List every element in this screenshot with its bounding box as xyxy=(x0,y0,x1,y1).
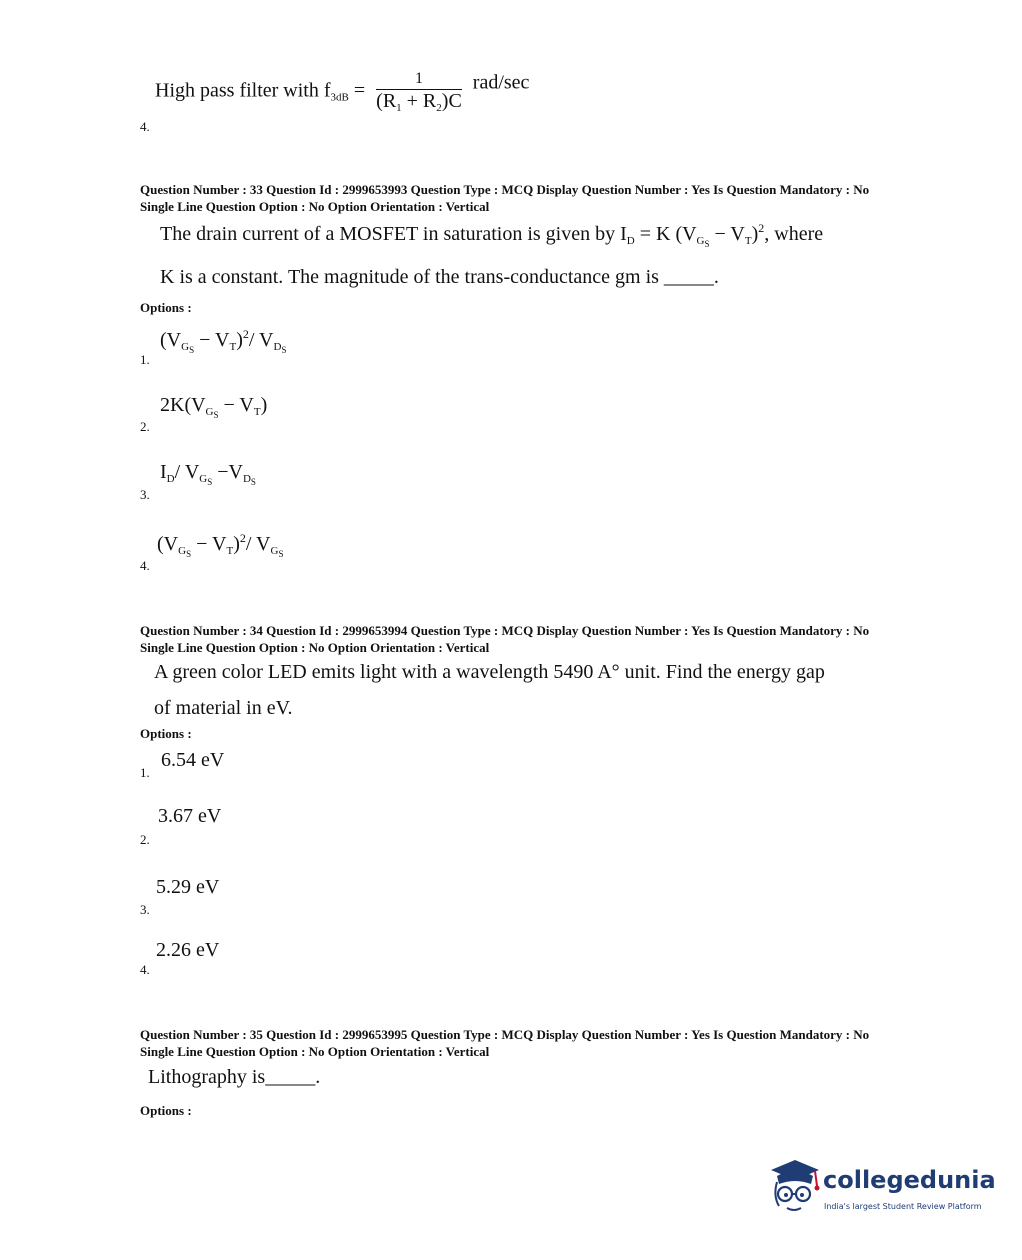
fraction-denominator: $(R_1 + R_2)C$ xyxy=(376,90,462,114)
fraction-numerator: 1 xyxy=(376,70,462,90)
question-33-option-4-number: 4. xyxy=(140,558,150,573)
question-33-option-3-text: $I_D/$ $V_{G_S} -V_{D_S}$ xyxy=(160,461,256,487)
question-34-option-4-text: 2.26 eV xyxy=(156,939,220,961)
question-34-option-1-number: 1. xyxy=(140,765,150,780)
question-33-line-2: K is a constant. The magnitude of the trans-conductance gm is _____. xyxy=(160,266,719,288)
question-34-line-1: A green color LED emits light with a wavelength 5490 A° unit. Find the energy gap xyxy=(154,661,825,683)
prev-option-4-unit: rad/sec xyxy=(472,71,530,94)
prev-option-4-sub: 3dB xyxy=(330,91,349,104)
question-34-option-4-number: 4. xyxy=(140,962,150,977)
brand-tagline: India's largest Student Review Platform xyxy=(824,1202,982,1211)
prev-option-4-number: 4. xyxy=(140,119,150,134)
question-34-options-label: Options : xyxy=(140,726,192,741)
question-34-option-2-number: 2. xyxy=(140,832,150,847)
question-35-meta: Question Number : 35 Question Id : 2999653995 Question Type : MCQ Display Question Number : Yes Is Question Mandatory : No Single Line Question Option : No Option Orientation : Vertical xyxy=(140,1027,870,1059)
question-34-option-3-number: 3. xyxy=(140,902,150,917)
question-35-line-1: Lithography is_____. xyxy=(148,1066,321,1088)
question-33-option-1-number: 1. xyxy=(140,352,150,367)
question-34-option-1-text: 6.54 eV xyxy=(161,749,225,771)
prev-option-4-equals: = xyxy=(348,79,366,102)
fraction xyxy=(376,70,462,114)
question-33-option-1-text: $(V_{G_S} - V_T)^2/$ $V_{D_S}$ xyxy=(160,327,287,355)
question-33-option-4-text: $(V_{G_S} - V_T)^2/$ $V_{G_S}$ xyxy=(157,531,284,559)
question-35-options-label: Options : xyxy=(140,1103,192,1118)
question-33-options-label: Options : xyxy=(140,300,192,315)
question-33-option-2-number: 2. xyxy=(140,419,150,434)
question-33-option-3-number: 3. xyxy=(140,487,150,502)
brand-logo xyxy=(765,1152,995,1222)
prev-option-4-prefix: High pass filter with f xyxy=(155,79,331,102)
question-34-option-3-text: 5.29 eV xyxy=(156,876,220,898)
question-33-meta: Question Number : 33 Question Id : 2999653993 Question Type : MCQ Display Question Number : Yes Is Question Mandatory : No Single Line Question Option : No Option Orientation : Vertical xyxy=(140,182,870,214)
question-33-line-1: The drain current of a MOSFET in saturation is given by $I_D = K$ $(V_{G_S} - V_T)^2$, where xyxy=(160,221,824,249)
question-34-meta: Question Number : 34 Question Id : 2999653994 Question Type : MCQ Display Question Number : Yes Is Question Mandatory : No Single Line Question Option : No Option Orientation : Vertical xyxy=(140,623,870,655)
brand-name: collegedunia xyxy=(823,1166,996,1194)
question-34-option-2-text: 3.67 eV xyxy=(158,805,222,827)
prev-option-4-text xyxy=(155,70,529,114)
question-34-line-2: of material in eV. xyxy=(154,697,293,719)
question-33-option-2-text: $2K(V_{G_S} - V_T)$ xyxy=(160,394,268,420)
student-mascot-icon xyxy=(765,1152,821,1218)
